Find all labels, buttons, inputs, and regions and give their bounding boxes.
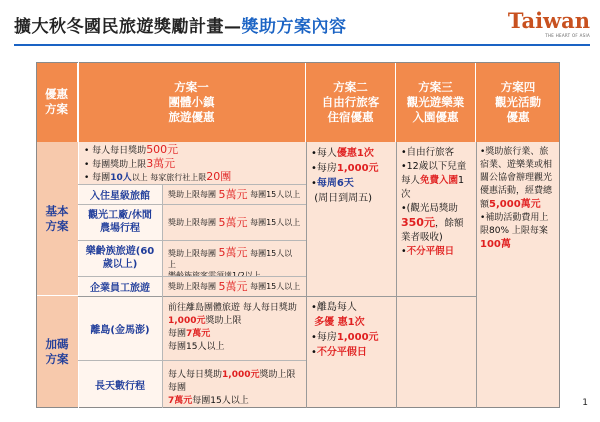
title-highlight: 獎助方案內容 (241, 17, 347, 37)
subrow-name-factory-farm: 觀光工廠/休閒農場行程 (78, 204, 162, 240)
page-title (14, 12, 347, 37)
grid-line (78, 276, 306, 277)
grid-line (306, 142, 307, 408)
subrow-detail-star-hotel: 獎助上限每團 5萬元 每團15人以上 (162, 184, 306, 204)
subrow-name-senior: 樂齡族旅遊(60歲以上) (78, 240, 162, 276)
grid-line (78, 184, 306, 185)
grid-line (78, 240, 306, 241)
title-main: 擴大秋冬國民旅遊獎勵計畫— (14, 17, 242, 37)
col-header-plan2: 方案二 自由行旅客 住宿優惠 (306, 62, 396, 142)
grid-line (162, 184, 163, 296)
col-header-category: 優惠 方案 (36, 62, 78, 142)
title-divider (14, 44, 590, 46)
logo-tagline: THE HEART OF ASIA (545, 33, 590, 38)
grid-line (78, 360, 306, 361)
row-header-basic: 基本 方案 (36, 142, 78, 296)
subrow-name-corporate: 企業員工旅遊 (78, 276, 162, 296)
subrow-detail-corporate: 獎助上限每團 5萬元 每團15人以上 (162, 276, 306, 296)
grid-line (78, 204, 306, 205)
col-header-plan4: 方案四 觀光活動 優惠 (476, 62, 560, 142)
bonus-plan2-cell: •離島每人 多優 惠1次 •每房1,000元 •不分平假日 (306, 296, 396, 408)
subrow-detail-senior: 獎助上限每團 5萬元 每團15人以上 (162, 240, 306, 276)
row-header-bonus: 加碼 方案 (36, 296, 78, 408)
bonus-outlying-detail: 前往離島團體旅遊 每人每日獎助1,000元獎助上限 每團7萬元 每團15人以上 (162, 296, 306, 360)
col-header-plan1: 方案一 團體小鎮 旅遊優惠 (78, 62, 306, 142)
plan4-cell: •獎助旅行業、旅宿業、遊樂業或相關公協會辦理觀光優惠活動，經費總額5,000萬元 •補助活動費用上限80% 上限每案100萬 (476, 142, 560, 408)
grid-line (78, 62, 79, 408)
basic-plan2-cell: •每人優惠1次 •每房1,000元 •每周6天 (周日到周五) (306, 142, 396, 296)
page-number: 1 (582, 398, 588, 408)
grid-line (162, 296, 163, 408)
col-header-plan3: 方案三 觀光遊樂業 入園優惠 (396, 62, 476, 142)
table-border (36, 62, 560, 408)
subrow-detail-factory-farm: 獎助上限每團 5萬元 每團15人以上 (162, 204, 306, 240)
basic-plan3-cell: •自由行旅客 •12歲以下兒童每人免費入園1次 •(觀光局獎助350元，餘額業者吸收) •不分平假日 (396, 142, 476, 296)
bonus-longstay-detail: 每人每日獎助1,000元獎助上限每團 7萬元每團15人以上 (162, 360, 306, 408)
subrow-name-star-hotel: 入住星級旅館 (78, 184, 162, 204)
grid-line (396, 142, 397, 408)
basic-plan1-general: • 每人每日獎助500元 • 每團獎助上限3萬元 • 每團10人以上 每家旅行社上限20團 (78, 142, 306, 184)
grid-line (78, 296, 476, 297)
grid-line (476, 142, 477, 408)
bonus-outlying-name: 離島(金馬澎) (78, 296, 162, 360)
logo-word: Taiwan (507, 8, 590, 33)
taiwan-logo (508, 10, 590, 38)
bonus-longstay-name: 長天數行程 (78, 360, 162, 408)
